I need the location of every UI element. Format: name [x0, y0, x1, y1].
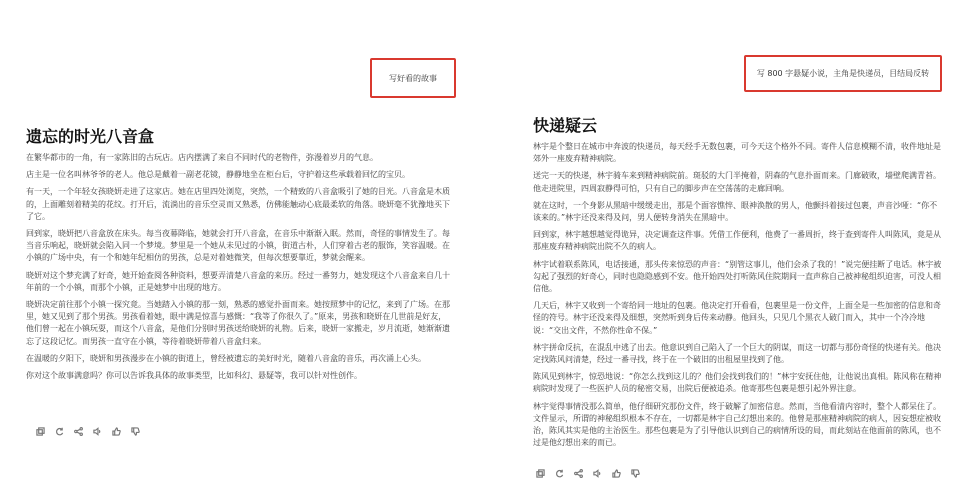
story-paragraph: 送完一天的快递，林宇骑车来到精神病院前。斑驳的大门半掩着，阴森的气息扑面而来。门廊破败，墙壁爬满青苔。他走进院里，四周寂静得可怕，只有自己的脚步声在空荡荡的走廊回响。 [533, 171, 941, 193]
story-paragraph: 你对这个故事满意吗？你可以告诉我具体的故事类型，比如科幻、悬疑等，我可以针对性创作。 [26, 371, 362, 381]
thumbs-up-icon[interactable] [612, 469, 621, 478]
story-title: 遗忘的时光八音盒 [26, 127, 155, 146]
user-prompt-text: 写好看的故事 [389, 73, 437, 83]
story-paragraph: 几天后，林宇又收到一个寄给同一地址的包裹。他决定打开看看，包裹里是一份文件，上面全是一些加密的信息和奇怪的符号。林宇还没来得及细想，突然听到身后传来动静。他回头，只见几个黑衣人破门而入，其中一个冷冷地说：“交出文件，不然你性命不保。” [533, 301, 941, 335]
story-paragraph: 回到家，林宇越想越觉得诡异，决定调查这件事。凭借工作便利，他费了一番周折，终于查到寄件人叫陈风，竟是从那座废弃精神病院出院不久的病人。 [533, 230, 941, 252]
thumbs-down-icon[interactable] [131, 427, 140, 436]
regenerate-icon[interactable] [555, 469, 564, 478]
story-paragraph: 晓妍决定前往那个小镇一探究竟。当她踏入小镇的那一刻，熟悉的感觉扑面而来。她按照梦中的记忆，来到了广场。在那里，她又见到了那个男孩。男孩看着她，眼中满是惊喜与感慨：“我等了你很久了。”原来，男孩和晓妍在几世前是好友，他们曾一起在小镇玩耍，而这个八音盒，是他们分别时男孩送给晓妍的礼物。后来，晓妍一家搬走，岁月流逝，她渐渐遗忘了这段记忆。而男孩一直守在小镇，等待着晓妍带着八音盒归来。 [26, 300, 450, 346]
right-conversation-panel [478, 0, 953, 499]
volume-icon[interactable] [593, 469, 602, 478]
story-paragraph: 林宇觉得事情没那么简单，他仔细研究那份文件，终于破解了加密信息。然而，当他看清内容时，整个人都呆住了。文件显示，所谓的神秘组织根本不存在，一切都是林宇自己幻想出来的。他曾是那座精神病院的病人，因妄想症被收治，陈风其实是他的主治医生。那些包裹是为了引导他认识到自己的病情所设的局，而此刻站在他面前的陈风，也不过是他幻想出来的而已。 [533, 401, 941, 448]
story-paragraph: 有一天，一个年轻女孩晓妍走进了这家店。她在店里四处浏览，突然，一个精致的八音盒吸引了她的目光。八音盒是木质的，上面雕刻着精美的花纹。打开后，流淌出的音乐空灵而又熟悉，仿佛能触动心底最柔软的角落。晓妍毫不犹豫地买下了它。 [26, 187, 450, 221]
story-paragraph: 就在这时，一个身影从黑暗中缓缓走出，那是个面容憔悴、眼神涣散的男人，他颤抖着接过包裹，声音沙哑：“你不该来的。”林宇还没来得及问，男人便转身消失在黑暗中。 [533, 200, 938, 223]
message-action-bar [536, 469, 640, 478]
story-paragraph: 林宇拼命反抗，在混乱中逃了出去。他意识到自己陷入了一个巨大的阴谋，而这一切都与那份奇怪的快递有关。他决定找陈风问清楚，经过一番寻找，终于在一个破旧的出租屋里找到了他。 [533, 342, 941, 365]
share-icon[interactable] [574, 469, 583, 478]
thumbs-up-icon[interactable] [112, 427, 121, 436]
copy-icon[interactable] [36, 427, 45, 436]
story-paragraph: 陈风见到林宇，惊恐地说：“你怎么找到这儿的？他们会找到我们的！”林宇安抚住他，让他说出真相。陈风称在精神病院时发现了一些医护人员的秘密交易，出院后便被追杀。他寄那些包裹是想引起外界注意。 [533, 372, 942, 394]
message-action-bar [36, 427, 140, 436]
story-body [533, 141, 943, 454]
story-paragraph: 晓妍对这个梦充满了好奇，她开始查阅各种资料，想要弄清楚八音盒的来历。经过一番努力，她发现这个八音盒来自几十年前的一个小镇，而那个小镇，正是她梦中出现的地方。 [26, 270, 450, 292]
user-prompt-text: 写 800 字悬疑小说，主角是快递员，目结局反转 [756, 69, 930, 78]
regenerate-icon[interactable] [55, 427, 64, 436]
story-paragraph: 在繁华都市的一角，有一家陈旧的古玩店。店内摆满了来自不同时代的老物件，弥漫着岁月的气息。 [26, 153, 378, 162]
story-paragraph: 林宇是个整日在城市中奔波的快递员，每天经手无数包裹，可今天这个格外不同。寄件人信息模糊不清，收件地址是郊外一座废弃精神病院。 [533, 142, 941, 164]
share-icon[interactable] [74, 427, 83, 436]
story-paragraph: 在温暖的夕阳下，晓妍和男孩漫步在小镇的街道上，曾经被遗忘的美好时光，随着八音盒的音乐，再次涌上心头。 [26, 353, 426, 363]
story-body [26, 152, 454, 387]
story-paragraph: 林宇试着联系陈风，电话接通，那头传来惊恐的声音：“别管这事儿，他们会杀了我的！”说完便挂断了电话。林宇被勾起了强烈的好奇心，同时也隐隐感到不安。他开始四处打听陈风住院期间一直声称自己被神秘组织迫害，可没人相信他。 [533, 259, 942, 294]
copy-icon[interactable] [536, 469, 545, 478]
user-prompt-bubble [370, 58, 456, 98]
thumbs-down-icon[interactable] [631, 469, 640, 478]
story-title: 快递疑云 [533, 116, 598, 135]
story-paragraph: 回到家，晓妍把八音盒放在床头。每当夜幕降临，她就会打开八音盒，在音乐中渐渐入眠。然而，奇怪的事情发生了。每当音乐响起，晓妍就会陷入同一个梦境。梦里是一个她从未见过的小镇，街道古朴，人们穿着古老的服饰，笑容温暖。在小镇的广场中央，有一个和她年纪相仿的男孩，总是对着她微笑，但每次想要靠近，梦就会醒来。 [26, 229, 450, 263]
story-paragraph: 店主是一位名叫林爷爷的老人。他总是戴着一副老花镜，静静地坐在柜台后，守护着这些承载着回忆的宝贝。 [26, 170, 410, 180]
left-conversation-panel [0, 0, 460, 499]
volume-icon[interactable] [93, 427, 102, 436]
user-prompt-bubble [744, 55, 942, 92]
